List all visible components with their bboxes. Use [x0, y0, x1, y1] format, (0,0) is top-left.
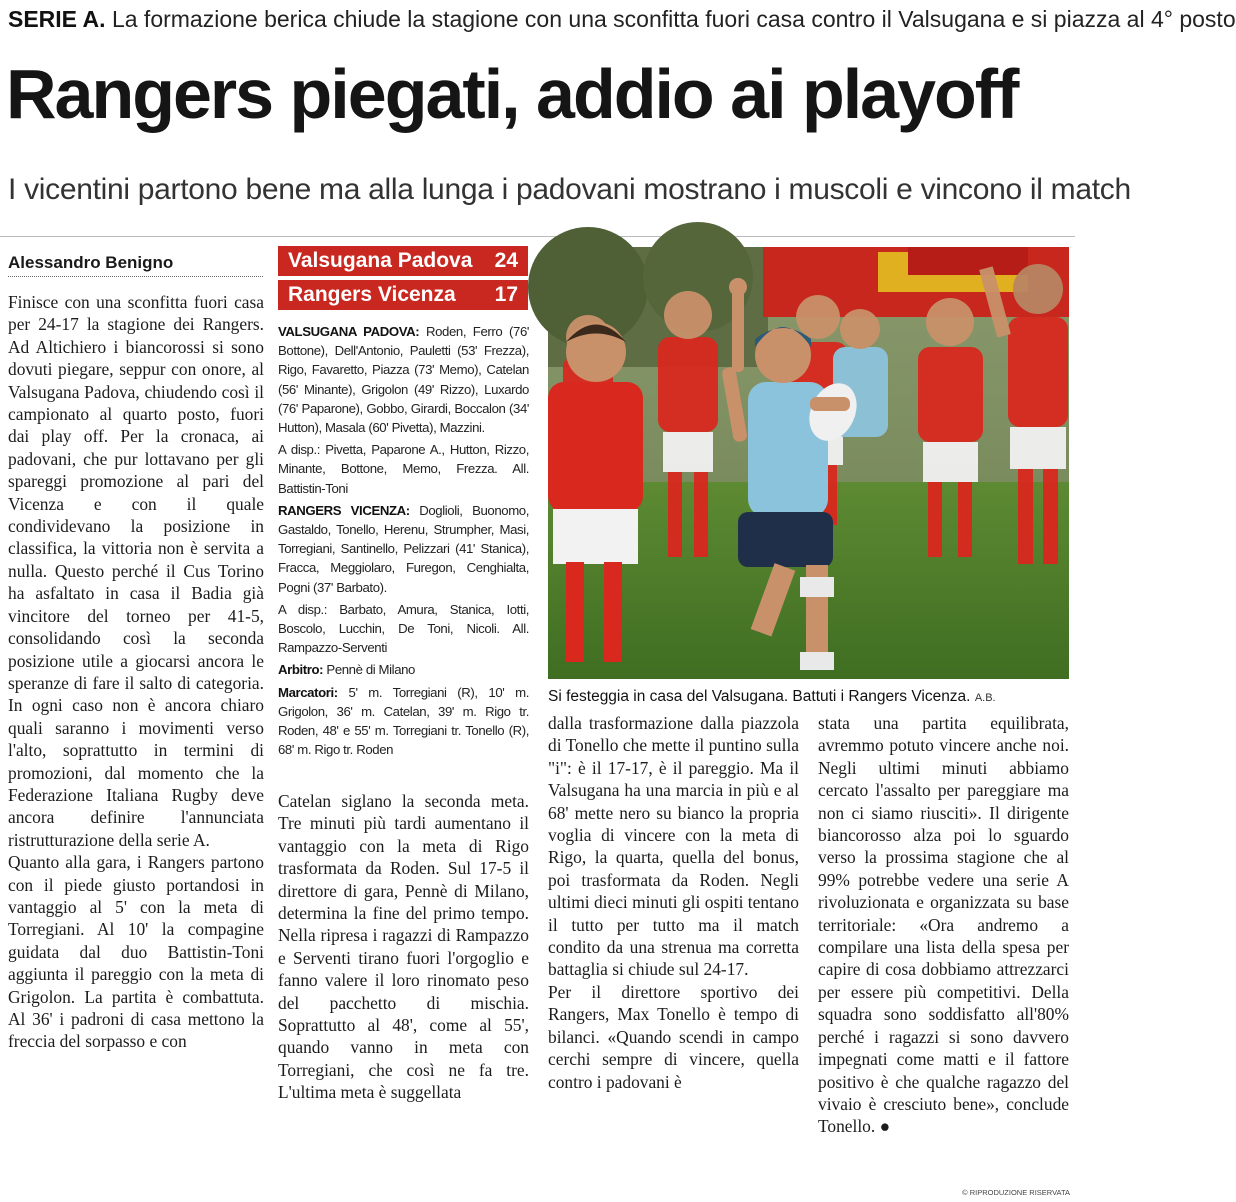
- rugby-celebration-image: [548, 247, 1069, 679]
- photo-caption: [548, 686, 1069, 708]
- article-paragraph: Finisce con una sconfitta fuori casa per 24-17 la stagione dei Rangers. Ad Altichiero i biancorossi si sono dovuti piegare, seppur con onore, al Valsugana Padova, chiudendo così il campionato al quarto posto, fuori dai play off. Per la cronaca, ai padovani, che pur lottavano per gli spareggi promozione al pari del Vicenza e con il quale condividevano la posizione in classifica, la vittoria non è servita a nulla. Questo perché il Cus Torino ha asfaltato in casa il Badia già vincitore del torneo per 41-5, consolidando così la seconda posizione utile a giocarsi ancora le speranze di fare il salto di categoria. In ogni caso non è ancora chiaro quali saranno i movimenti verso l'alto, soprattutto in termini di promozioni, dal momento che la Federazione Italiana Rugby deve ancora definire l'annunciata ristrutturazione della serie A.: [8, 292, 264, 850]
- article-paragraph: Catelan siglano la seconda meta. Tre minuti più tardi aumentano il vantaggio con la meta di Rigo trasformata da Roden. Sul 17-5 il direttore di gara, Pennè di Milano, determina la fine del primo tempo. Nella ripresa i ragazzi di Rampazzo e Serventi tirano fuori l'orgoglio e fanno valere il loro rinomato peso del pacchetto di mischia. Soprattutto al 48', come al 55', quando vanno in meta con Torregiani, che così ne fa tre. L'ultima meta è suggellata: [278, 791, 529, 1103]
- score-box: [278, 246, 528, 310]
- kicker: [8, 6, 1236, 40]
- score-row-home: [278, 246, 528, 276]
- scorers: [278, 683, 529, 760]
- copyright-notice: © RIPRODUZIONE RISERVATA: [962, 1188, 1070, 1197]
- score-row-away: [278, 280, 528, 310]
- referee: [278, 660, 529, 679]
- home-score: 24: [494, 249, 518, 272]
- subheadline: I vicentini partono bene ma alla lunga i padovani mostrano i muscoli e vincono il match: [8, 173, 1131, 206]
- article-paragraph: stata una partita equilibrata, avremmo potuto vincere anche noi. Negli ultimi minuti abbiamo cercato l'assalto per pareggiare ma non ci siamo riusciti». Il dirigente biancorosso alza poi lo sguardo verso la prossima stagione che al 99% potrebbe vedere una serie A rivoluzionata e organizzata su base territoriale: «Ora andremo a compilare una lista della spesa per capire di cosa dobbiamo attrezzarci per essere più competitivi. Della squadra sono soddisfatto all'80% perché i ragazzi si sono davvero impegnati come matti e il fattore positivo è che qualche ragazzo del vivaio è cresciuto bene», conclude Tonello. ●: [818, 713, 1069, 1137]
- scorers-text: 5' m. Torregiani (R), 10' m. Grigolon, 36' m. Catelan, 39' m. Rigo tr. Roden, 48' e 55' m. Torregiani tr. Tonello (R), 68' m. Rigo tr. Roden: [278, 684, 529, 758]
- kicker-text: La formazione berica chiude la stagione con una sconfitta fuori casa contro il Valsugana e si piazza al 4° posto: [111, 6, 1236, 32]
- scorers-label: Marcatori:: [278, 684, 338, 700]
- away-score: 17: [494, 283, 518, 306]
- article-paragraph: Per il direttore sportivo dei Rangers, Max Tonello è tempo di bilanci. «Quando scendi in campo cerchi sempre di vincere, quella contro i padovani è: [548, 981, 799, 1092]
- photo-credit: A.B.: [974, 692, 996, 704]
- away-lineup-text: Doglioli, Buonomo, Gastaldo, Tonello, Herenu, Strumpher, Masi, Torregiani, Santinello, Pelizzari (41' Stanica), Fracca, Meggiolaro, Furegon, Cenghialta, Pogni (37' Barbato).: [278, 502, 529, 595]
- home-team: Valsugana Padova: [288, 249, 473, 272]
- match-lineups: [278, 322, 529, 762]
- caption-text: Si festeggia in casa del Valsugana. Battuti i Rangers Vicenza.: [548, 688, 971, 705]
- article-column-4: [818, 712, 1069, 1192]
- article-paragraph: Quanto alla gara, i Rangers partono con il piede giusto portandosi in vantaggio al 5' con la meta di Torregiani. Al 10' la compagine guidata dal duo Battistin-Toni aggiunta il pareggio con la meta di Grigolon. La partita è combattuta. Al 36' i padroni di casa mettono la freccia del sorpasso e con: [8, 852, 264, 1052]
- away-bench: A disp.: Barbato, Amura, Stanica, Iotti, Boscolo, Lucchin, De Toni, Nicoli. All. Rampazzo-Serventi: [278, 601, 529, 656]
- home-lineup: [278, 322, 529, 437]
- away-lineup: [278, 501, 529, 597]
- away-team: Rangers Vicenza: [288, 283, 456, 306]
- article-paragraph: dalla trasformazione dalla piazzola di Tonello che mette il puntino sulla "i": è il 17-17, è il pareggio. Ma il Valsugana ha una marcia in più e al 68' mette nero su bianco la propria voglia di vincere con la meta di Rigo, la quarta, quella del bonus, poi trasformata da Roden. Negli ultimi dieci minuti gli ospiti tentano il tutto per tutto ma il match condito da una strenua ma corretta battaglia si chiude sul 24-17.: [548, 713, 799, 980]
- kicker-tag: SERIE A.: [8, 6, 106, 32]
- article-column-1: [8, 291, 264, 1191]
- home-lineup-label: VALSUGANA PADOVA:: [278, 324, 420, 339]
- header-divider: [0, 236, 1075, 237]
- away-lineup-label: RANGERS VICENZA:: [278, 502, 410, 518]
- byline: Alessandro Benigno: [8, 250, 263, 277]
- rugby-photo: [548, 247, 1069, 679]
- headline: Rangers piegati, addio ai playoff: [6, 55, 1018, 133]
- home-lineup-text: Roden, Ferro (76' Bottone), Dell'Antonio, Pauletti (53' Frezza), Rigo, Favaretto, Piazza (73' Memo), Catelan (56' Minante), Grigolon (49' Rizzo), Luxardo (76' Paparone), Gobbo, Girardi, Boccalon (34' Hutton), Masala (60' Pivetta), Mazzini.: [278, 324, 529, 436]
- article-column-3: [548, 712, 799, 1192]
- referee-name: Pennè di Milano: [326, 662, 415, 678]
- home-bench: A disp.: Pivetta, Paparone A., Hutton, Rizzo, Minante, Bottone, Memo, Frezza. All. Battistin-Toni: [278, 442, 529, 496]
- referee-label: Arbitro:: [278, 662, 324, 678]
- article-column-2: [278, 790, 529, 1190]
